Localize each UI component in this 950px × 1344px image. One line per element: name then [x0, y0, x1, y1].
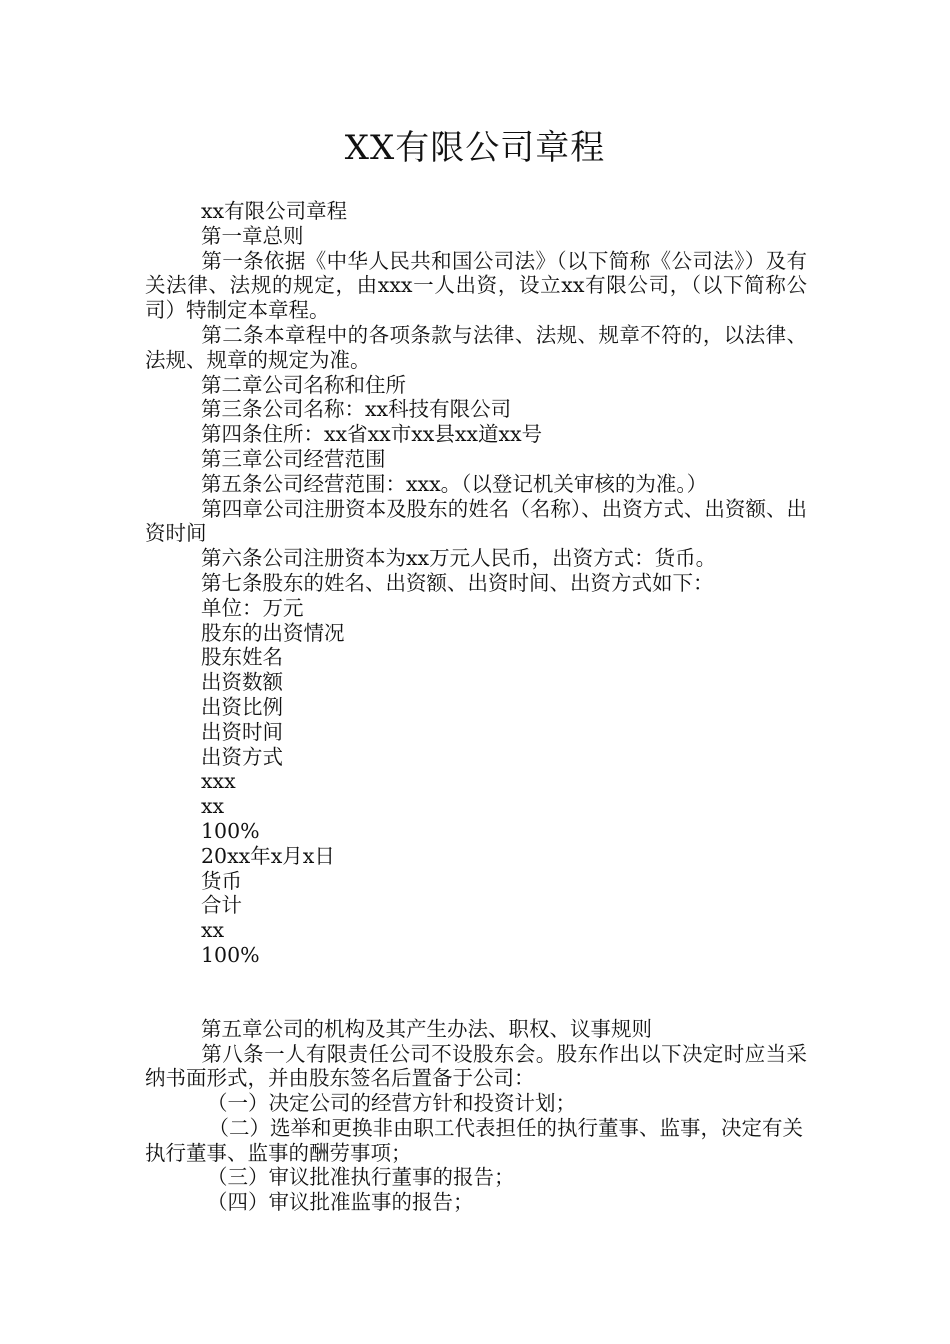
table-cell: 20xx年x月x日: [201, 843, 335, 868]
list-item: （四）审议批准监事的报告；: [207, 1190, 474, 1215]
table-header-cell: 出资数额: [201, 670, 283, 695]
table-cell: xx: [201, 918, 225, 943]
chapter-heading: 第一章总则: [201, 223, 304, 248]
table-cell: 100%: [201, 818, 260, 843]
chapter-heading: 第五章公司的机构及其产生办法、职权、议事规则: [201, 1016, 652, 1041]
chapter-heading: 第二章公司名称和住所: [201, 372, 406, 397]
chapter-heading: 第四章公司注册资本及股东的姓名（名称）、出资方式、出资额、出资时间: [145, 496, 807, 546]
table-cell: 货币: [201, 868, 242, 893]
table-cell: xx: [201, 794, 225, 819]
table-cell: 100%: [201, 942, 260, 967]
list-item: （一）决定公司的经营方针和投资计划；: [207, 1091, 576, 1116]
table-header-cell: 出资时间: [201, 719, 283, 744]
article-line: 第三条公司名称：xx科技有限公司: [201, 397, 512, 422]
article-line: 第七条股东的姓名、出资额、出资时间、出资方式如下：: [201, 570, 714, 595]
table-header-cell: 出资比例: [201, 694, 283, 719]
article-paragraph: 第八条一人有限责任公司不设股东会。股东作出以下决定时应当采纳书面形式，并由股东签名后置备于公司：: [145, 1041, 807, 1091]
table-header-cell: 股东姓名: [201, 645, 283, 670]
list-item: （二）选举和更换非由职工代表担任的执行董事、监事，决定有关执行董事、监事的酬劳事项；: [145, 1115, 804, 1165]
spacer: [145, 968, 807, 1017]
article-paragraph: 第二条本章程中的各项条款与法律、法规、规章不符的，以法律、法规、规章的规定为准。: [145, 322, 807, 372]
chapter-heading: 第三章公司经营范围: [201, 446, 386, 471]
list-item: （三）审议批准执行董事的报告；: [207, 1165, 515, 1190]
article-line: 第六条公司注册资本为xx万元人民币，出资方式：货币。: [201, 546, 717, 571]
table-cell: 合计: [201, 893, 242, 918]
document-title: XX有限公司章程: [344, 128, 606, 168]
article-line: 第四条住所：xx省xx市xx县xx道xx号: [201, 422, 543, 447]
article-line: 第五条公司经营范围：xxx。（以登记机关审核的为准。）: [201, 471, 708, 496]
article-paragraph: 第一条依据《中华人民共和国公司法》（以下简称《公司法》）及有关法律、法规的规定，由xxx一人出资，设立xx有限公司，（以下简称公司）特制定本章程。: [145, 248, 807, 323]
table-header-cell: 出资方式: [201, 744, 283, 769]
table-caption: 股东的出资情况: [201, 620, 345, 645]
text-line: xx有限公司章程: [201, 199, 348, 223]
unit-label: 单位：万元: [201, 595, 304, 620]
table-cell: xxx: [201, 769, 236, 794]
document-body: [145, 199, 807, 1215]
